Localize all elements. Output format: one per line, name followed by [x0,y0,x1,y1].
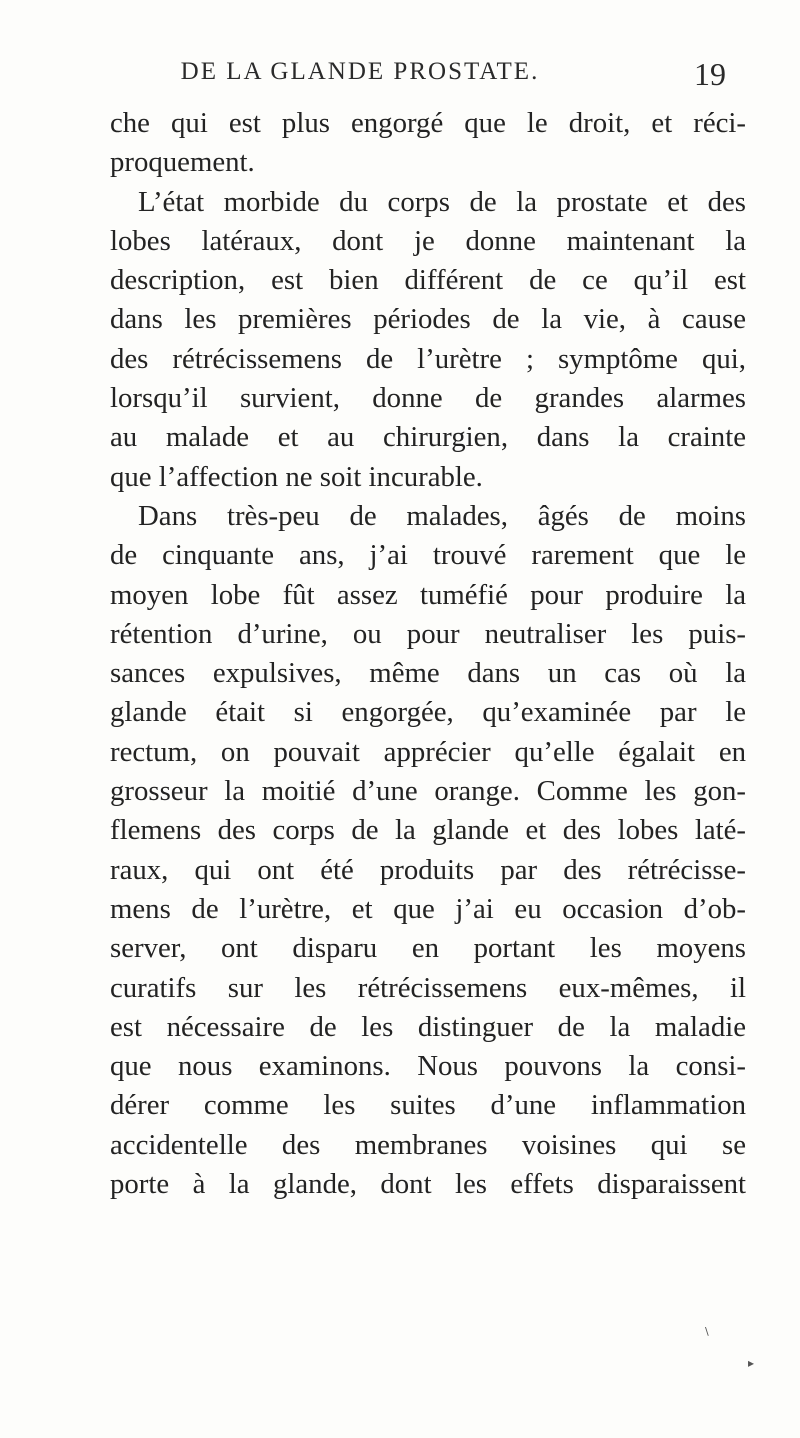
text-line: che qui est plus engorgé que le droit, et réci- [110,107,746,139]
page-number: 19 [694,56,726,92]
arrow-mark-icon: ▸ [748,1356,755,1370]
text-line: proquement. [110,146,255,179]
text-line: accidentelle des membranes voisines qui se [110,1128,746,1161]
text-line: que nous examinons. Nous pouvons la consi- [110,1050,746,1083]
text-line: rectum, on pouvait apprécier qu’elle égalait en [110,735,746,768]
text-line: porte à la glande, dont les effets disparaissent [110,1168,746,1201]
text-line: des rétrécissemens de l’urètre ; symptôme qui, [110,342,746,375]
text-line: lorsqu’il survient, donne de grandes alarmes [110,382,746,415]
ink-mark: \ [705,1325,709,1338]
text-line: Dans très-peu de malades, âgés de moins [138,499,746,532]
text-line: au malade et au chirurgien, dans la crainte [110,421,746,454]
text-line: server, ont disparu en portant les moyens [110,932,746,965]
text-line: sances expulsives, même dans un cas où la [110,657,746,690]
text-line: dérer comme les suites d’une inflammation [110,1089,746,1122]
text-line: L’état morbide du corps de la prostate et des [138,185,746,218]
text-line: glande était si engorgée, qu’examinée par le [110,696,746,729]
text-line: flemens des corps de la glande et des lobes laté- [110,814,746,847]
text-line: que l’affection ne soit incurable. [110,460,483,493]
text-line: moyen lobe fût assez tuméfié pour produire la [110,578,746,611]
text-line: dans les premières périodes de la vie, à cause [110,303,746,336]
text-line: de cinquante ans, j’ai trouvé rarement que le [110,539,746,572]
body-text [110,104,746,1204]
text-line: grosseur la moitié d’une orange. Comme les gon- [110,775,746,808]
text-line: rétention d’urine, ou pour neutraliser les puis- [110,617,746,650]
text-line: curatifs sur les rétrécissemens eux-mêmes, il [110,971,746,1004]
text-line: lobes latéraux, dont je donne maintenant la [110,224,746,257]
running-head: DE LA GLANDE PROSTATE. [180,58,540,85]
text-line: est nécessaire de les distinguer de la maladie [110,1010,746,1043]
text-line: description, est bien différent de ce qu’il est [110,264,746,297]
text-line: mens de l’urètre, et que j’ai eu occasion d’ob- [110,892,746,925]
text-line: raux, qui ont été produits par des rétrécisse- [110,853,746,886]
